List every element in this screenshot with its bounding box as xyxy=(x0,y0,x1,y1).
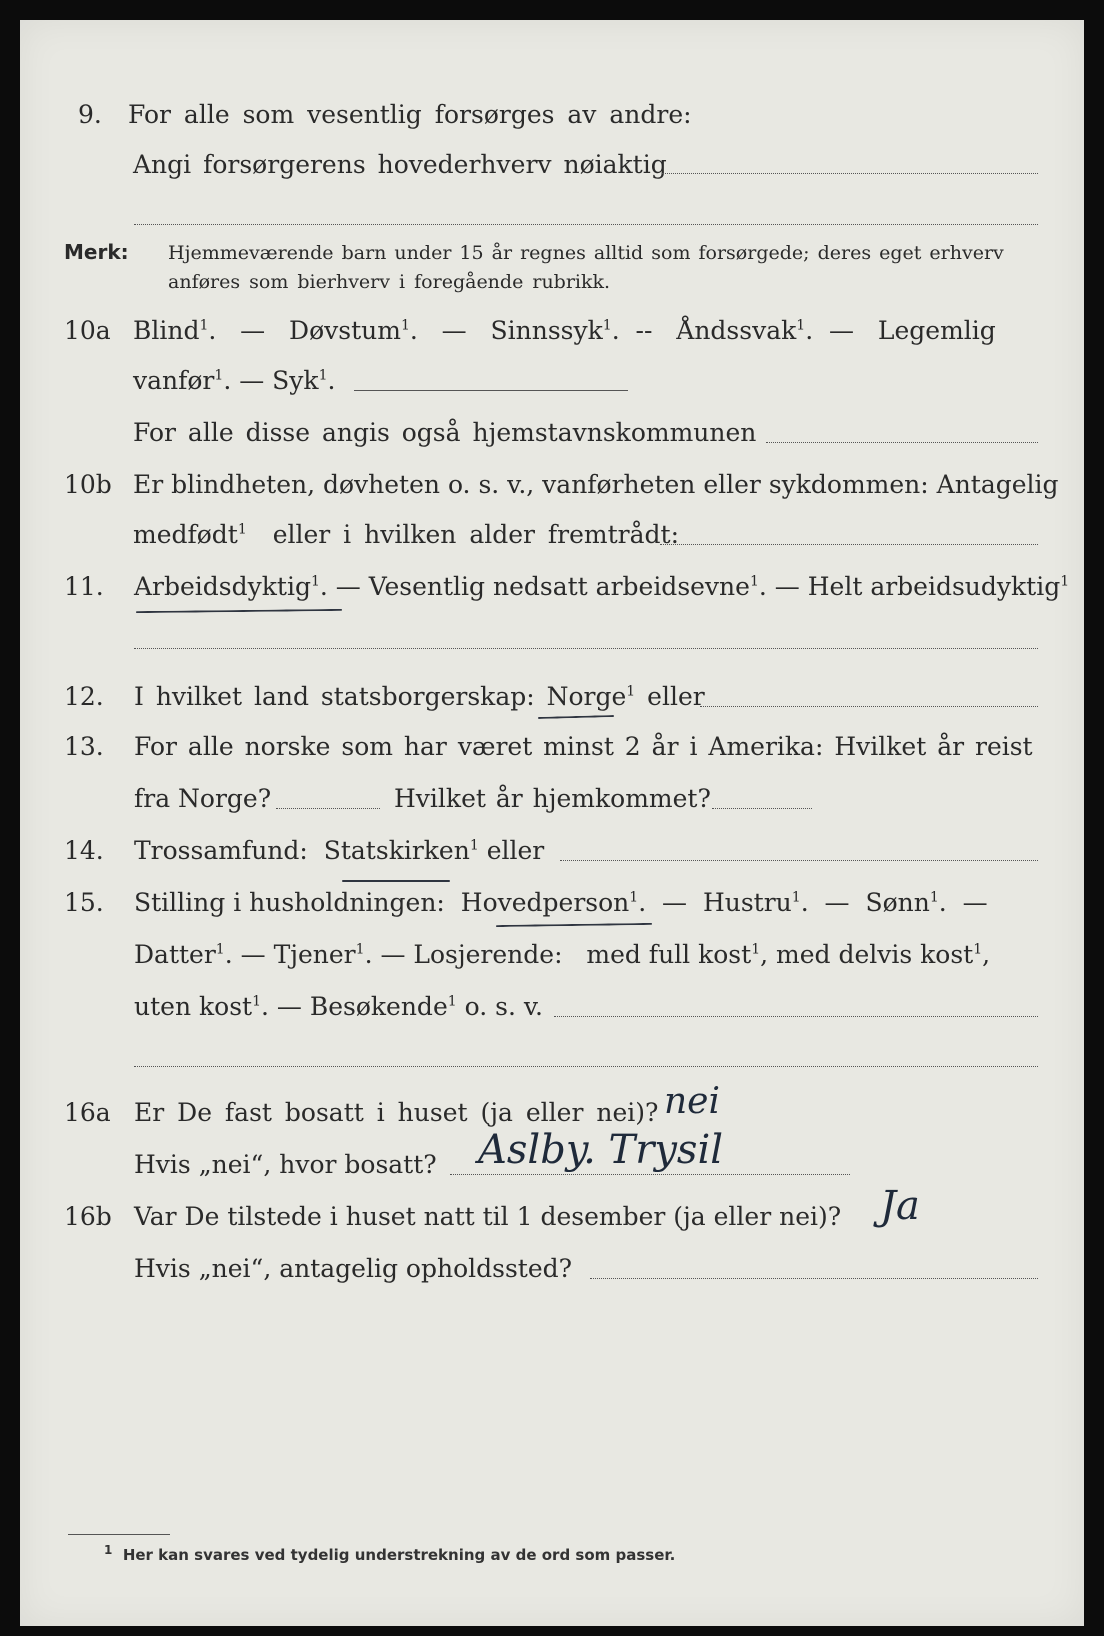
q14-text: Trossamfund: xyxy=(134,836,308,865)
q14-answer-line xyxy=(560,860,1038,861)
q14-eller: eller xyxy=(486,836,545,865)
q11-line: Arbeidsdyktig$^1$. — Vesentlig nedsatt arbeidsevne$^1$. — Helt arbeidsudyktig$^1$ xyxy=(134,572,1070,601)
opt-datter: Datter xyxy=(134,940,216,969)
q15-answer-line xyxy=(554,1016,1038,1017)
opt-hustru: Hustru xyxy=(702,888,792,917)
q15-line1: Stilling i husholdningen: Hovedperson$^1$. — Hustru$^1$. — Sønn$^1$. — xyxy=(134,888,988,917)
footnote xyxy=(104,1543,675,1564)
opt-statskirken: Statskirken xyxy=(323,836,470,865)
opt-helt-arbeidsudyktig: Helt arbeidsudyktig xyxy=(807,572,1061,601)
opt-delvis-kost: med delvis kost xyxy=(776,940,974,969)
q9-line2: Angi forsørgerens hovederhverv nøiaktig xyxy=(133,150,667,179)
q16b-opholdssted-line xyxy=(590,1278,1038,1279)
opt-arbeidsdyktig: Arbeidsdyktig xyxy=(134,572,311,601)
q13-reist-answer-line xyxy=(276,808,380,809)
opt-blind: Blind xyxy=(133,316,200,345)
q14-line: Trossamfund: Statskirken$^1$ eller xyxy=(134,836,545,865)
q13-hjemkommet-answer-line xyxy=(712,808,812,809)
q16a-line1: Er De fast bosatt i huset (ja eller nei)? xyxy=(134,1098,659,1127)
opt-sonn: Sønn xyxy=(865,888,930,917)
q15-osv: o. s. v. xyxy=(464,992,543,1021)
q10b-line2: medfødt$^1$ eller i hvilken alder fremtrådt: xyxy=(133,520,679,549)
opt-syk: Syk xyxy=(272,366,319,395)
opt-hovedperson: Hovedperson xyxy=(460,888,630,917)
q16a-answer-bosatt: Aslby. Trysil xyxy=(478,1127,724,1173)
q12-line: I hvilket land statsborgerskap: Norge$^1$ eller xyxy=(134,682,705,711)
footnote-rule xyxy=(68,1534,170,1535)
q15-text: Stilling i husholdningen: xyxy=(134,888,445,917)
q10a-line3: For alle disse angis også hjemstavnskommunen xyxy=(133,418,757,447)
opt-legemlig: Legemlig xyxy=(877,316,996,345)
q15-line2: Datter$^1$. — Tjener$^1$. — Losjerende: med full kost$^1$, med delvis kost$^1$, xyxy=(134,940,991,969)
q11-number: 11. xyxy=(64,572,104,601)
q12-eller: eller xyxy=(647,682,705,711)
opt-besokende: Besøkende xyxy=(309,992,448,1021)
q16a-number: 16a xyxy=(64,1098,111,1127)
footnote-text: Her kan svares ved tydelig understrekning av de ord som passer. xyxy=(122,1546,676,1564)
q9-line1: For alle som vesentlig forsørges av andre: xyxy=(128,100,692,129)
q15-number: 15. xyxy=(64,888,104,917)
opt-vanfor: vanfør xyxy=(133,366,215,395)
q10b-line1: Er blindheten, døvheten o. s. v., vanførheten eller sykdommen: Antagelig xyxy=(133,470,1059,499)
merk-label: Merk: xyxy=(64,240,129,264)
q9-answer-line-2 xyxy=(134,224,1038,225)
opt-vesentlig-nedsatt: Vesentlig nedsatt arbeidsevne xyxy=(368,572,750,601)
merk-line1: Hjemmeværende barn under 15 år regnes alltid som forsørgede; deres eget erhverv xyxy=(168,242,1004,264)
opt-medfodt: medfødt xyxy=(133,520,238,549)
opt-norge: Norge xyxy=(546,682,627,711)
merk-line2: anføres som bierhverv i foregående rubrikk. xyxy=(168,271,611,293)
q14-number: 14. xyxy=(64,836,104,865)
q16a-bosatt-line xyxy=(450,1174,850,1175)
q9-answer-line xyxy=(662,173,1038,174)
q13-line2b: Hvilket år hjemkommet? xyxy=(394,784,711,813)
q16a-line2: Hvis „nei“, hvor bosatt? xyxy=(134,1150,437,1179)
q10b-answer-line xyxy=(660,544,1038,545)
q12-answer-line xyxy=(700,706,1038,707)
q16b-line1: Var De tilstede i huset natt til 1 desember (ja eller nei)? xyxy=(134,1202,842,1231)
q15-losjerende: Losjerende: xyxy=(413,940,563,969)
q15-line3: uten kost$^1$. — Besøkende$^1$ o. s. v. xyxy=(134,992,543,1021)
q16b-number: 16b xyxy=(64,1202,112,1231)
q10a-line1: Blind$^1$. — Døvstum$^1$. — Sinnssyk$^1$. -- Åndssvak$^1$. — Legemlig xyxy=(133,316,996,345)
opt-tjener: Tjener xyxy=(273,940,356,969)
q13-line2a: fra Norge? xyxy=(134,784,272,813)
q10b-number: 10b xyxy=(64,470,112,499)
q10a-hjemstavn-line xyxy=(766,442,1038,443)
q10a-line2: vanfør$^1$. — Syk$^1$. xyxy=(133,366,336,395)
q16b-answer-ja: Ja xyxy=(880,1183,920,1229)
q13-number: 13. xyxy=(64,732,104,761)
q11-answer-line xyxy=(134,648,1038,649)
opt-andssvak: Åndssvak xyxy=(676,316,797,345)
opt-uten-kost: uten kost xyxy=(134,992,253,1021)
underline-statskirken xyxy=(342,880,450,882)
q12-number: 12. xyxy=(64,682,104,711)
opt-full-kost: med full kost xyxy=(586,940,752,969)
footnote-mark: 1 xyxy=(104,1543,113,1557)
q16b-line2: Hvis „nei“, antagelig opholdssted? xyxy=(134,1254,573,1283)
opt-sinnssyk: Sinnssyk xyxy=(490,316,603,345)
q10a-answer-line xyxy=(354,390,628,391)
q9-number: 9. xyxy=(78,100,102,129)
q15-answer-line-2 xyxy=(134,1066,1038,1067)
q12-text: I hvilket land statsborgerskap: xyxy=(134,682,535,711)
q13-line1: For alle norske som har været minst 2 år i Amerika: Hvilket år reist xyxy=(134,732,1033,761)
q10b-rest: eller i hvilken alder fremtrådt: xyxy=(272,520,679,549)
q10a-number: 10a xyxy=(64,316,111,345)
opt-dovstum: Døvstum xyxy=(289,316,401,345)
q16a-answer-nei: nei xyxy=(664,1081,721,1122)
